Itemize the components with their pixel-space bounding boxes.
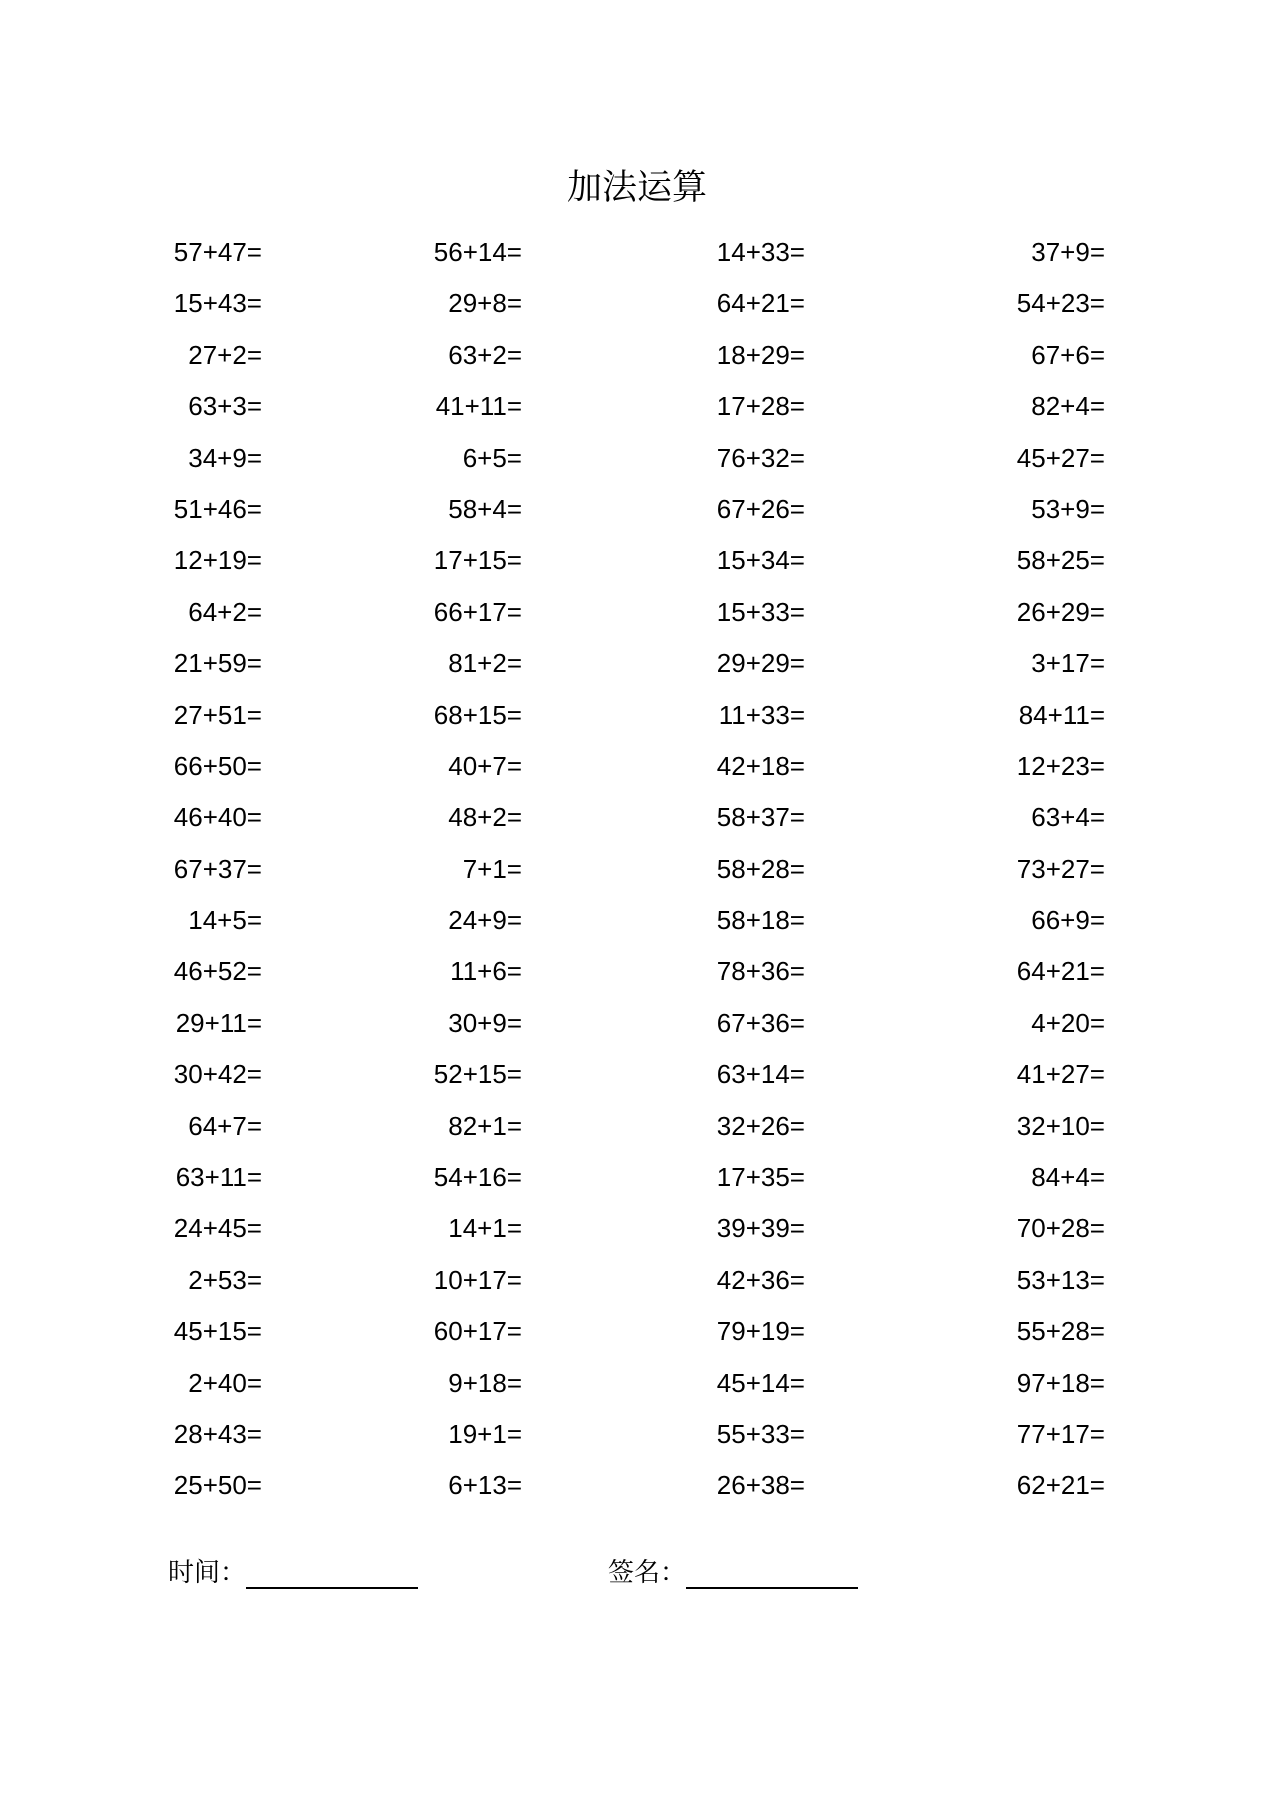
addition-problem: 63+2= — [448, 339, 522, 370]
addition-problem: 54+16= — [433, 1162, 522, 1193]
addition-problem: 53+9= — [1031, 493, 1105, 524]
addition-problem: 3+17= — [1031, 648, 1105, 679]
addition-problem: 58+18= — [716, 905, 805, 936]
addition-problem: 63+3= — [188, 391, 262, 422]
addition-problem: 58+4= — [448, 493, 522, 524]
addition-problem: 11+6= — [450, 956, 522, 987]
addition-problem: 76+32= — [716, 442, 805, 473]
addition-problem: 48+2= — [448, 802, 522, 833]
addition-problem: 26+29= — [1016, 596, 1105, 627]
addition-problem: 29+8= — [448, 288, 522, 319]
addition-problem: 15+33= — [716, 596, 805, 627]
addition-problem: 58+37= — [716, 802, 805, 833]
addition-problem: 45+15= — [173, 1316, 262, 1347]
addition-problem: 25+50= — [173, 1470, 262, 1501]
addition-problem: 52+15= — [433, 1059, 522, 1090]
addition-problem: 51+46= — [173, 493, 262, 524]
addition-problem: 81+2= — [448, 648, 522, 679]
addition-problem: 73+27= — [1016, 853, 1105, 884]
addition-problem: 64+7= — [188, 1110, 262, 1141]
addition-problem: 10+17= — [433, 1264, 522, 1295]
addition-problem: 64+2= — [188, 596, 262, 627]
addition-problem: 46+40= — [173, 802, 262, 833]
addition-problem: 28+43= — [173, 1418, 262, 1449]
addition-problem: 84+4= — [1031, 1162, 1105, 1193]
addition-problem: 64+21= — [1016, 956, 1105, 987]
signature-field — [608, 1552, 858, 1589]
addition-problem: 15+43= — [173, 288, 262, 319]
addition-problem: 68+15= — [433, 699, 522, 730]
addition-problem: 45+27= — [1016, 442, 1105, 473]
addition-problem: 24+9= — [448, 905, 522, 936]
addition-problem: 4+20= — [1031, 1007, 1105, 1038]
addition-problem: 15+34= — [716, 545, 805, 576]
addition-problem: 53+13= — [1016, 1264, 1105, 1295]
addition-problem: 55+28= — [1016, 1316, 1105, 1347]
signature-label: 签名： — [608, 1557, 687, 1587]
addition-problem: 27+51= — [173, 699, 262, 730]
signature-blank-line[interactable] — [686, 1557, 858, 1589]
addition-problem: 57+47= — [173, 237, 262, 267]
addition-problem: 27+2= — [188, 339, 262, 370]
addition-problem: 11+33= — [718, 699, 805, 730]
addition-problem: 42+36= — [716, 1264, 805, 1295]
addition-problem: 67+36= — [716, 1007, 805, 1038]
addition-problem: 66+9= — [1031, 905, 1105, 936]
addition-problem: 37+9= — [1031, 237, 1105, 267]
addition-problem: 56+14= — [433, 237, 522, 267]
addition-problem: 63+4= — [1031, 802, 1105, 833]
addition-problem: 67+6= — [1031, 339, 1105, 370]
addition-problem: 19+1= — [448, 1418, 522, 1449]
addition-problem: 39+39= — [716, 1213, 805, 1244]
problems-column-4 — [883, 227, 1105, 1512]
addition-problem: 54+23= — [1016, 288, 1105, 319]
addition-problem: 40+7= — [448, 750, 522, 781]
addition-problem: 6+13= — [448, 1470, 522, 1501]
addition-problem: 62+21= — [1016, 1470, 1105, 1501]
addition-problem: 67+37= — [173, 853, 262, 884]
addition-problem: 12+23= — [1016, 750, 1105, 781]
addition-problem: 97+18= — [1016, 1367, 1105, 1398]
addition-problem: 29+29= — [716, 648, 805, 679]
addition-problem: 34+9= — [188, 442, 262, 473]
addition-problem: 2+53= — [188, 1264, 262, 1295]
addition-problem: 70+28= — [1016, 1213, 1105, 1244]
addition-problem: 82+4= — [1031, 391, 1105, 422]
addition-problem: 17+35= — [716, 1162, 805, 1193]
addition-problem: 46+52= — [173, 956, 262, 987]
addition-problem: 32+10= — [1016, 1110, 1105, 1141]
addition-problem: 66+17= — [433, 596, 522, 627]
problems-column-3 — [583, 227, 805, 1512]
addition-problem: 67+26= — [716, 493, 805, 524]
addition-problem: 42+18= — [716, 750, 805, 781]
addition-problem: 2+40= — [188, 1367, 262, 1398]
addition-problem: 64+21= — [716, 288, 805, 319]
addition-problem: 82+1= — [448, 1110, 522, 1141]
problems-column-1 — [40, 227, 262, 1512]
addition-problem: 14+33= — [716, 237, 805, 267]
addition-problem: 30+42= — [173, 1059, 262, 1090]
time-label: 时间： — [168, 1557, 247, 1587]
addition-problem: 58+28= — [716, 853, 805, 884]
addition-problem: 32+26= — [716, 1110, 805, 1141]
addition-problem: 58+25= — [1016, 545, 1105, 576]
addition-problem: 29+11= — [175, 1007, 262, 1038]
addition-problem: 84+11= — [1018, 699, 1105, 730]
addition-problem: 41+27= — [1016, 1059, 1105, 1090]
addition-problem: 26+38= — [716, 1470, 805, 1501]
addition-problem: 14+1= — [448, 1213, 522, 1244]
addition-problem: 30+9= — [448, 1007, 522, 1038]
page-title: 加法运算 — [566, 168, 707, 207]
addition-problem: 79+19= — [716, 1316, 805, 1347]
addition-problem: 21+59= — [173, 648, 262, 679]
addition-problem: 77+17= — [1016, 1418, 1105, 1449]
addition-problem: 63+14= — [716, 1059, 805, 1090]
addition-problem: 17+28= — [716, 391, 805, 422]
addition-problem: 7+1= — [462, 853, 522, 884]
addition-problem: 66+50= — [173, 750, 262, 781]
addition-problem: 41+11= — [435, 391, 522, 422]
addition-problem: 6+5= — [462, 442, 522, 473]
addition-problem: 63+11= — [175, 1162, 262, 1193]
addition-problem: 45+14= — [716, 1367, 805, 1398]
addition-problem: 18+29= — [716, 339, 805, 370]
addition-problem: 55+33= — [716, 1418, 805, 1449]
time-field — [168, 1552, 418, 1589]
addition-problem: 60+17= — [433, 1316, 522, 1347]
addition-problem: 12+19= — [173, 545, 262, 576]
addition-problem: 14+5= — [188, 905, 262, 936]
addition-problem: 78+36= — [716, 956, 805, 987]
problems-column-2 — [300, 227, 522, 1512]
addition-problem: 9+18= — [448, 1367, 522, 1398]
addition-problem: 17+15= — [433, 545, 522, 576]
time-blank-line[interactable] — [246, 1557, 418, 1589]
addition-problem: 24+45= — [173, 1213, 262, 1244]
